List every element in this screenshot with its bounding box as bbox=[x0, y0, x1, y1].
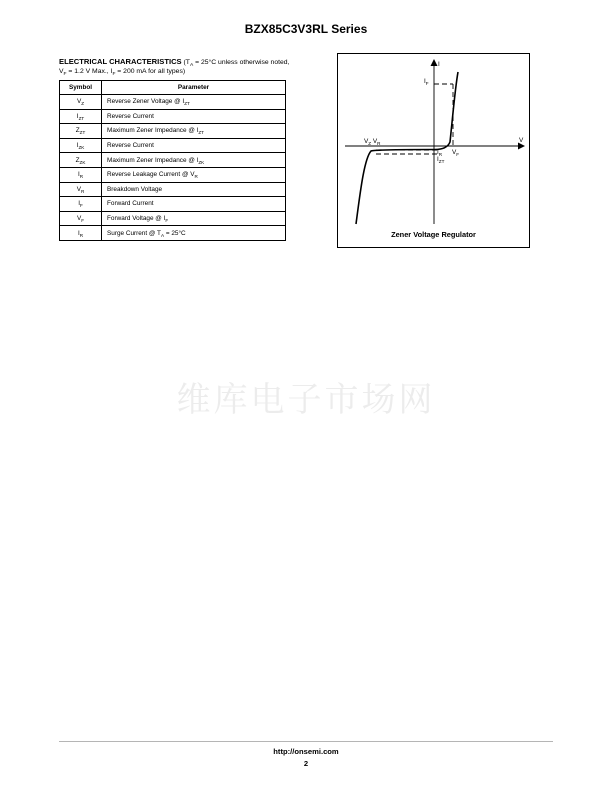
parameter-text: Maximum Zener Impedance @ I bbox=[107, 127, 199, 135]
parameter-subscript: ZK bbox=[198, 159, 205, 165]
ec-condition-text-4: = 200 mA for all types) bbox=[115, 68, 186, 75]
symbol-subscript: F bbox=[81, 218, 85, 224]
symbol-main: I bbox=[77, 171, 80, 179]
table-header-row bbox=[60, 81, 286, 95]
ir-label bbox=[437, 149, 442, 156]
parameter-subscript: F bbox=[165, 218, 169, 224]
if-label bbox=[424, 78, 429, 85]
iv-curve bbox=[356, 72, 458, 224]
symbol-subscript: ZT bbox=[78, 115, 85, 121]
ir-label-main: I bbox=[437, 149, 439, 156]
izt-label-main: I bbox=[437, 156, 439, 163]
ec-condition-sub-3: F bbox=[112, 72, 116, 77]
vz-vr-label bbox=[364, 138, 380, 145]
parameter-cell bbox=[102, 182, 286, 197]
table-row bbox=[60, 109, 286, 124]
symbol-main: I bbox=[77, 229, 80, 237]
iv-curve-diagram bbox=[338, 54, 531, 249]
parameter-subscript: A bbox=[160, 232, 165, 238]
parameter-cell bbox=[102, 124, 286, 139]
symbol-cell bbox=[60, 138, 102, 153]
ec-condition-text-3: = 1.2 V Max., I bbox=[66, 68, 113, 75]
footer-url: http://onsemi.com bbox=[273, 747, 339, 756]
parameter-text: Forward Voltage @ I bbox=[107, 215, 166, 223]
symbol-main: I bbox=[78, 200, 80, 208]
symbol-subscript: R bbox=[80, 188, 85, 194]
symbol-main: V bbox=[76, 215, 82, 223]
ec-condition-sub-2: F bbox=[63, 72, 67, 77]
parameter-text: Surge Current @ T bbox=[107, 229, 161, 237]
table-row bbox=[60, 138, 286, 153]
parameter-tail: = 25°C bbox=[164, 229, 186, 237]
symbol-subscript: ZK bbox=[79, 159, 86, 165]
symbol-subscript: Z bbox=[81, 101, 85, 107]
parameter-cell bbox=[102, 153, 286, 168]
symbol-cell bbox=[60, 211, 102, 226]
symbol-main: I bbox=[76, 142, 79, 150]
vr-label-sub: R bbox=[377, 141, 381, 146]
parameter-text: Reverse Current bbox=[107, 112, 154, 120]
parameter-text: Reverse Leakage Current @ V bbox=[107, 171, 195, 179]
parameter-cell bbox=[102, 226, 286, 241]
symbol-cell bbox=[60, 109, 102, 124]
parameter-subscript: R bbox=[194, 174, 198, 180]
ec-condition-sub-1: A bbox=[189, 63, 194, 68]
if-label-sub: F bbox=[425, 81, 429, 86]
table-row bbox=[60, 197, 286, 212]
symbol-subscript: ZK bbox=[78, 145, 85, 151]
symbol-cell bbox=[60, 153, 102, 168]
parameter-text: Maximum Zener Impedance @ I bbox=[107, 156, 199, 164]
symbol-subscript: F bbox=[79, 203, 83, 209]
parameter-text: Breakdown Voltage bbox=[107, 185, 163, 193]
page-number: 2 bbox=[303, 759, 309, 768]
parameter-text: Forward Current bbox=[107, 200, 154, 208]
parameter-cell bbox=[102, 197, 286, 212]
symbol-cell bbox=[60, 167, 102, 182]
electrical-characteristics-table bbox=[59, 80, 286, 241]
table-row bbox=[60, 211, 286, 226]
table-row bbox=[60, 95, 286, 110]
vf-label-sub: F bbox=[456, 152, 460, 157]
table-body bbox=[60, 95, 286, 241]
parameter-cell bbox=[102, 167, 286, 182]
if-label-main: I bbox=[424, 78, 426, 85]
vz-label-main: V bbox=[364, 138, 369, 145]
symbol-main: V bbox=[76, 98, 82, 106]
parameter-column-header: Parameter bbox=[102, 81, 286, 95]
symbol-main: I bbox=[76, 112, 79, 120]
parameter-cell bbox=[102, 109, 286, 124]
table-row bbox=[60, 153, 286, 168]
symbol-subscript: ZT bbox=[79, 130, 86, 136]
figure-caption: Zener Voltage Regulator bbox=[391, 230, 476, 239]
symbol-main: Z bbox=[75, 127, 80, 135]
vf-label-main: V bbox=[452, 149, 457, 156]
electrical-characteristics-heading bbox=[59, 57, 291, 76]
izt-label-sub: ZT bbox=[438, 159, 445, 164]
vr-label-main: V bbox=[372, 138, 378, 145]
symbol-cell bbox=[60, 182, 102, 197]
table-row bbox=[60, 226, 286, 241]
ec-condition-text-1: (T bbox=[181, 59, 190, 66]
vf-label bbox=[452, 149, 459, 156]
ec-heading-title: ELECTRICAL CHARACTERISTICS bbox=[59, 57, 182, 66]
table-row bbox=[60, 182, 286, 197]
parameter-cell bbox=[102, 211, 286, 226]
symbol-cell bbox=[60, 226, 102, 241]
current-axis-label: I bbox=[438, 61, 440, 68]
symbol-cell bbox=[60, 197, 102, 212]
parameter-text: Reverse Zener Voltage @ I bbox=[107, 98, 185, 106]
parameter-cell bbox=[102, 95, 286, 110]
symbol-main: V bbox=[76, 185, 81, 193]
footer-divider bbox=[59, 741, 553, 742]
symbol-main: Z bbox=[75, 156, 80, 164]
ir-label-sub: R bbox=[438, 152, 443, 157]
table-row bbox=[60, 124, 286, 139]
zener-characteristic-figure bbox=[337, 53, 530, 248]
symbol-cell bbox=[60, 95, 102, 110]
parameter-cell bbox=[102, 138, 286, 153]
symbol-subscript: R bbox=[79, 232, 84, 238]
watermark: 维库电子市场网 bbox=[176, 380, 436, 420]
parameter-text: Reverse Current bbox=[107, 142, 154, 150]
symbol-subscript: R bbox=[79, 174, 84, 180]
parameter-subscript: ZT bbox=[198, 130, 204, 136]
symbol-column-header: Symbol bbox=[60, 81, 102, 95]
parameter-subscript: ZT bbox=[184, 101, 190, 107]
page-title: BZX85C3V3RL Series bbox=[244, 22, 368, 36]
vz-label-sub: Z bbox=[368, 141, 372, 146]
voltage-axis-label: V bbox=[519, 137, 524, 144]
izt-label bbox=[437, 156, 444, 163]
symbol-cell bbox=[60, 124, 102, 139]
ec-condition-text-2: = 25°C unless otherwise noted, V bbox=[59, 59, 290, 75]
table-row bbox=[60, 167, 286, 182]
